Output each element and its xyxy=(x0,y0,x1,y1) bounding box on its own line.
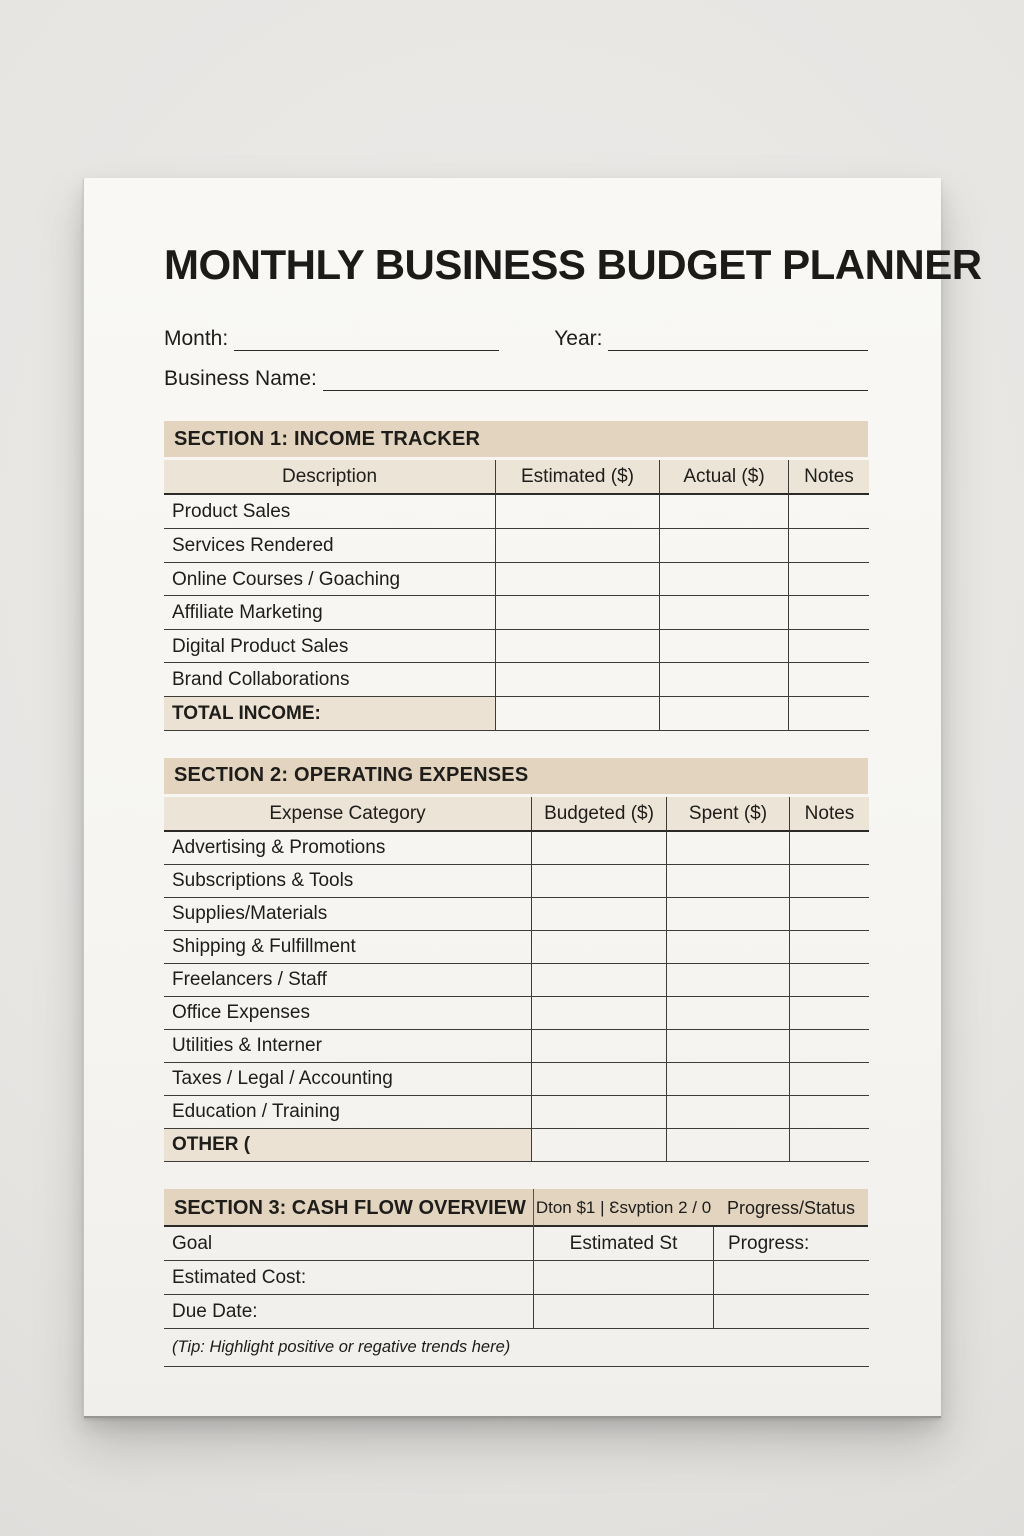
table-cell xyxy=(531,832,666,865)
table-cell xyxy=(713,1261,869,1295)
income-row-label: Product Sales xyxy=(164,495,495,529)
col-header-actual: Actual ($) xyxy=(659,460,788,495)
table-cell xyxy=(531,898,666,931)
month-label: Month: xyxy=(164,327,229,351)
operating-expenses-table xyxy=(164,797,868,1163)
table-cell xyxy=(659,563,788,597)
cashflow-row-label: Due Date: xyxy=(164,1295,533,1329)
table-cell xyxy=(531,1096,666,1129)
income-row-label: Brand Collaborations xyxy=(164,663,495,697)
table-cell xyxy=(531,931,666,964)
other-expense-label: OTHER ( xyxy=(164,1129,531,1162)
table-cell xyxy=(788,563,869,597)
table-cell xyxy=(789,931,869,964)
table-cell xyxy=(713,1295,869,1329)
table-cell xyxy=(495,529,659,563)
table-cell xyxy=(789,964,869,997)
income-tracker-table xyxy=(164,460,868,730)
table-cell xyxy=(789,997,869,1030)
table-cell xyxy=(531,964,666,997)
month-year-row xyxy=(164,321,868,351)
table-cell xyxy=(659,663,788,697)
expense-row-label: Freelancers / Staff xyxy=(164,964,531,997)
table-cell xyxy=(789,898,869,931)
section3-header-bar xyxy=(164,1189,868,1227)
table-cell xyxy=(659,697,788,731)
month-fill-line xyxy=(234,327,499,351)
section2-header-bar xyxy=(164,758,868,794)
table-cell xyxy=(533,1261,713,1295)
col-header-notes: Notes xyxy=(788,460,869,495)
page-title: MONTHLY BUSINESS BUDGET PLANNER xyxy=(164,241,982,288)
col-header-budgeted: Budgeted ($) xyxy=(531,797,666,832)
expense-row-label: Shipping & Fulfillment xyxy=(164,931,531,964)
section1-header-bar xyxy=(164,421,868,457)
table-cell xyxy=(666,898,789,931)
table-cell xyxy=(531,1129,666,1162)
expense-row-label: Utilities & Interner xyxy=(164,1030,531,1063)
table-cell xyxy=(495,563,659,597)
tip-note: (Tip: Highlight positive or regative trends here) xyxy=(164,1329,869,1367)
table-cell xyxy=(495,495,659,529)
table-cell xyxy=(666,997,789,1030)
table-cell xyxy=(788,495,869,529)
cash-flow-table xyxy=(164,1227,868,1367)
section3-header-right: Progress/Status xyxy=(726,1197,856,1218)
col-header-spent: Spent ($) xyxy=(666,797,789,832)
table-cell xyxy=(666,931,789,964)
table-cell xyxy=(789,865,869,898)
table-cell xyxy=(495,630,659,664)
table-cell xyxy=(788,630,869,664)
table-cell xyxy=(789,832,869,865)
section3-header-mid: Dton $1 | Ɛsvption 2 / 0 xyxy=(533,1189,713,1227)
table-cell xyxy=(789,1096,869,1129)
business-name-row xyxy=(164,361,868,391)
table-cell xyxy=(788,596,869,630)
table-cell xyxy=(666,1030,789,1063)
year-fill-line xyxy=(608,327,868,351)
income-row-label: Affiliate Marketing xyxy=(164,596,495,630)
table-cell xyxy=(659,495,788,529)
business-name-label: Business Name: xyxy=(164,367,317,391)
table-cell xyxy=(666,1063,789,1096)
table-cell xyxy=(788,529,869,563)
expense-row-label: Office Expenses xyxy=(164,997,531,1030)
table-cell xyxy=(788,663,869,697)
table-cell xyxy=(788,697,869,731)
col-header-expense-category: Expense Category xyxy=(164,797,531,832)
table-cell xyxy=(666,1096,789,1129)
table-cell xyxy=(659,596,788,630)
table-cell xyxy=(531,1063,666,1096)
table-cell xyxy=(666,865,789,898)
table-cell xyxy=(666,832,789,865)
income-row-label: Digital Product Sales xyxy=(164,630,495,664)
table-cell xyxy=(533,1295,713,1329)
expense-row-label: Supplies/Materials xyxy=(164,898,531,931)
expense-row-label: Education / Training xyxy=(164,1096,531,1129)
expense-row-label: Subscriptions & Tools xyxy=(164,865,531,898)
business-name-fill-line xyxy=(323,367,868,391)
table-cell xyxy=(659,630,788,664)
section3-title: SECTION 3: CASH FLOW OVERVIEW xyxy=(174,1196,526,1219)
cashflow-row-label: Estimated Cost: xyxy=(164,1261,533,1295)
table-cell xyxy=(531,1030,666,1063)
income-row-label: Services Rendered xyxy=(164,529,495,563)
year-label: Year: xyxy=(554,327,603,351)
income-row-label: Online Courses / Goaching xyxy=(164,563,495,597)
cashflow-right-cell: Progress: xyxy=(713,1227,869,1261)
table-cell xyxy=(789,1030,869,1063)
expense-row-label: Advertising & Promotions xyxy=(164,832,531,865)
table-cell xyxy=(789,1129,869,1162)
table-cell xyxy=(666,964,789,997)
col-header-notes: Notes xyxy=(789,797,869,832)
table-cell xyxy=(789,1063,869,1096)
planner-page xyxy=(83,178,982,1418)
table-cell xyxy=(531,997,666,1030)
total-income-label: TOTAL INCOME: xyxy=(164,697,495,731)
col-header-description: Description xyxy=(164,460,495,495)
table-cell xyxy=(531,865,666,898)
table-cell xyxy=(666,1129,789,1162)
table-cell xyxy=(495,697,659,731)
col-header-estimated: Estimated ($) xyxy=(495,460,659,495)
cashflow-mid-cell: Estimated St xyxy=(533,1227,713,1261)
cashflow-row-label: Goal xyxy=(164,1227,533,1261)
table-cell xyxy=(659,529,788,563)
section2-title: SECTION 2: OPERATING EXPENSES xyxy=(174,764,529,787)
table-cell xyxy=(495,663,659,697)
expense-row-label: Taxes / Legal / Accounting xyxy=(164,1063,531,1096)
table-cell xyxy=(495,596,659,630)
section1-title: SECTION 1: INCOME TRACKER xyxy=(174,427,481,450)
